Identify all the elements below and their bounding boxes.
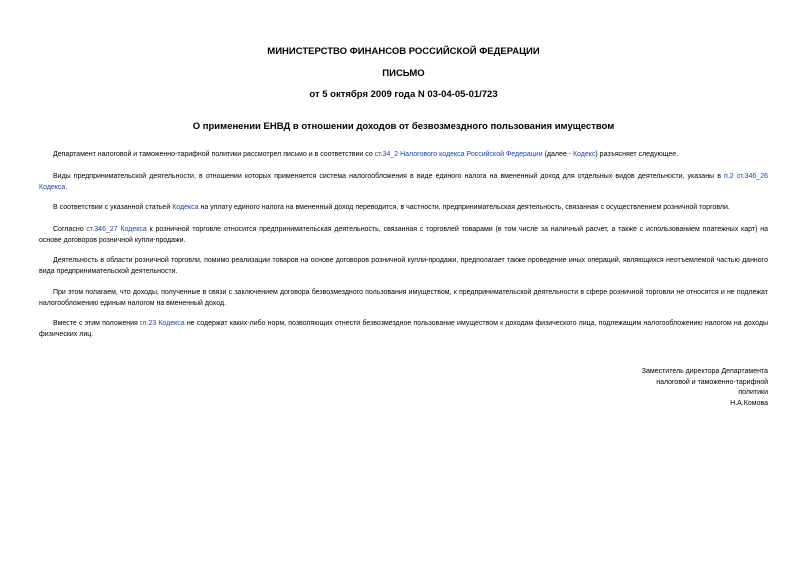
paragraph-text: В соответствии с указанной статьей (53, 204, 173, 211)
paragraph-text: Департамент налоговой и таможенно-тарифной политики рассмотрел письмо и в соответствии со (53, 151, 375, 158)
paragraph-text: на уплату единого налога на вмененный доход переводится, в частности, предпринимательская деятельность, связанная с осуществлением розничной торговли. (198, 204, 730, 211)
link-gl23[interactable]: гл.23 Кодекса (139, 320, 185, 327)
paragraph-3 (39, 203, 768, 214)
paragraph-text: к розничной торговле относится предпринимательская деятельность, связанная с торговлей товарами (в том числе за наличный расчет, а также с использованием платежных карт) на основе договоров розничной купли-продажи. (39, 226, 768, 244)
paragraph-7 (39, 319, 768, 340)
link-st34-2[interactable]: ст.34_2 Налогового кодекса Российской Федерации (374, 151, 543, 158)
document-subject: О применении ЕНВД в отношении доходов от безвозмездного пользования имуществом (192, 121, 615, 132)
document-type: ПИСЬМО (382, 68, 425, 79)
signature-block (560, 367, 768, 409)
signatory-department-suffix: политики (738, 389, 768, 396)
paragraph-text: (далее - (542, 151, 573, 158)
paragraph-text: Согласно (53, 226, 87, 233)
paragraph-5 (39, 256, 768, 277)
paragraph-4 (39, 225, 768, 246)
link-st346-27[interactable]: ст.346_27 Кодекса (86, 226, 147, 233)
paragraph-text: При этом полагаем, что доходы, полученные в связи с заключением договора безвозмездного пользования имуществом, к предпринимательской деятельности в сфере розничной торговли не относятся и не подлежат налогообложению единым налогом на вмененный доход. (39, 289, 768, 307)
signatory-name: Н.А.Комова (730, 399, 768, 407)
paragraph-text: ) разъясняет следующее. (595, 151, 679, 158)
signatory-department: налоговой и таможенно-тарифной (656, 378, 768, 386)
ministry-title: МИНИСТЕРСТВО ФИНАНСОВ РОССИЙСКОЙ ФЕДЕРАЦИИ (267, 46, 540, 57)
paragraph-text: . (65, 183, 68, 191)
paragraph-2 (39, 172, 768, 193)
link-kodeks[interactable]: Кодекса (172, 204, 199, 211)
document-date-number: от 5 октября 2009 года N 03-04-05-01/723 (309, 89, 498, 100)
signatory-position: Заместитель директора Департамента (641, 368, 768, 375)
paragraph-text: Деятельность в области розничной торговли, помимо реализации товаров на основе договоров розничной купли-продажи, предполагает также проведение иных операций, являющихся неотъемлемой частью данного вида предпринимательской деятельности. (39, 257, 768, 275)
paragraph-text: не содержат каких-либо норм, позволяющих отнести безвозмездное пользование имуществом к доходам физического лица, подлежащим налогообложению налогом на доходы физических лиц. (39, 320, 768, 338)
link-kodeks[interactable]: Кодекс (572, 151, 596, 158)
paragraph-1 (39, 150, 768, 161)
paragraph-6 (39, 288, 768, 309)
paragraph-text: Виды предпринимательской деятельности, в отношении которых применяется система налогообложения в виде единого налога на вмененный доход для отдельных видов деятельности, указаны в (53, 173, 725, 180)
paragraph-text: Вместе с этим положения (53, 320, 140, 327)
link-p2-st346-26[interactable]: п.2 ст.346_26 Кодекса (39, 173, 768, 191)
